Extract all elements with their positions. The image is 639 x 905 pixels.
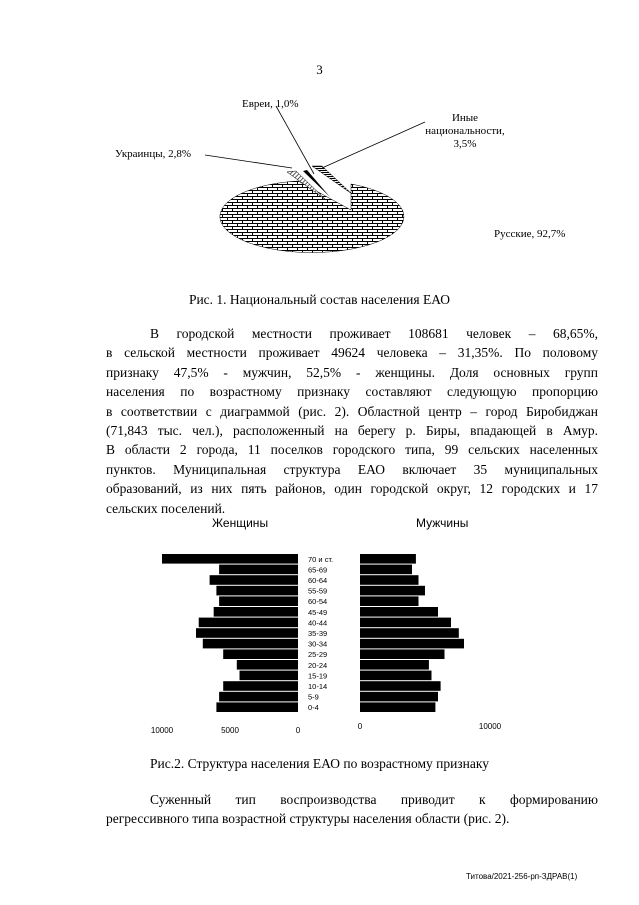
paragraph-1-line: пунктов. Муниципальная структура ЕАО включает 35 муниципальных [106, 461, 598, 477]
paragraph-1-line: населения по возрастному признаку составляют следующую пропорцию [106, 384, 598, 400]
age-group-label: 55-59 [308, 586, 328, 596]
men-bar [360, 671, 432, 681]
men-bar [360, 660, 429, 670]
women-bar [240, 671, 298, 681]
age-group-label: 35-39 [308, 629, 328, 638]
women-axis-tick-label: 5000 [221, 726, 239, 735]
age-group-label: 10-14 [308, 682, 328, 691]
women-bar [162, 554, 298, 564]
age-group-label: 70 и ст. [308, 554, 334, 564]
men-bar [360, 618, 451, 628]
figure2-caption: Рис.2. Структура населения ЕАО по возрастному признаку [150, 756, 489, 771]
paragraph-1-line: (71,843 тыс. чел.), расположенный на берегу р. Биры, впадающей в Амур. [106, 423, 598, 439]
men-bar [360, 692, 438, 702]
women-title: Женщины [212, 516, 269, 530]
label-russians: Русские, 92,7% [494, 228, 566, 240]
age-group-label: 60-54 [308, 597, 328, 607]
women-bar [223, 649, 298, 659]
age-group-label: 25-29 [308, 650, 328, 660]
men-bar [360, 639, 464, 649]
paragraph-1 [106, 324, 598, 518]
men-bar [360, 554, 416, 564]
men-bar [360, 649, 445, 659]
women-bar [216, 586, 298, 596]
paragraph-1-line: В области 2 города, 11 поселков городского типа, 99 сельских населенных [106, 442, 598, 458]
national-composition-pie-chart [100, 88, 620, 288]
men-bar [360, 702, 435, 712]
women-bar [219, 596, 298, 606]
label-other-nationalities [400, 112, 530, 151]
men-bar [360, 586, 425, 596]
women-bar [210, 575, 298, 585]
men-axis-tick-label: 10000 [478, 722, 502, 731]
label-other-line2: национальности, [425, 125, 505, 137]
age-group-label: 15-19 [308, 671, 328, 681]
women-bar [214, 607, 298, 617]
men-bar [360, 575, 419, 585]
label-ukrainians: Украинцы, 2,8% [115, 148, 192, 160]
men-bar [360, 607, 438, 617]
leader-line-jews [276, 106, 314, 174]
age-group-label: 65-69 [308, 565, 328, 575]
age-group-label: 5-9 [308, 692, 319, 702]
women-bar [203, 639, 298, 649]
paragraph-1-line: признаку 47,5% - мужчин, 52,5% - женщины. Доля основных групп [106, 364, 598, 380]
figure1-caption: Рис. 1. Национальный состав населения ЕАО [188, 292, 451, 307]
paragraph-2 [106, 790, 598, 829]
paragraph-1-line: В городской местности проживает 108681 человек – 68,65%, [150, 326, 598, 341]
age-group-label: 45-49 [308, 607, 328, 617]
women-bar [237, 660, 298, 670]
men-bar [360, 596, 419, 606]
age-group-label: 30-34 [308, 639, 328, 649]
age-group-label: 40-44 [308, 618, 328, 628]
paragraph-1-line: в сельской местности проживает 49624 человека – 31,35%. По половому [106, 345, 598, 361]
men-bar [360, 628, 459, 638]
men-bar [360, 681, 441, 691]
age-group-label: 20-24 [308, 660, 328, 670]
label-jews: Евреи, 1,0% [242, 98, 299, 110]
women-bar [199, 618, 298, 628]
leader-line-ukrainians [205, 155, 292, 168]
women-bar [219, 692, 298, 702]
paragraph-1-line: в соответствии с диаграммой (рис. 2). Областной центр – город Биробиджан [106, 403, 598, 419]
population-pyramid-chart [140, 545, 520, 745]
age-group-label: 60-64 [308, 576, 328, 585]
paragraph-1-line: сельских поселений. [106, 500, 226, 516]
women-bar [196, 628, 298, 638]
men-axis-tick-label: 0 [357, 722, 363, 731]
women-axis-tick-label: 10000 [150, 726, 174, 735]
paragraph-2-line: Суженный тип воспроизводства приводит к формированию [150, 792, 598, 807]
label-other-line1: Иные [451, 112, 479, 124]
men-bar [360, 565, 412, 575]
men-title: Мужчины [416, 516, 469, 530]
women-axis-tick-label: 0 [295, 726, 301, 735]
women-bar [216, 702, 298, 712]
label-other-line3: 3,5% [453, 138, 477, 150]
women-bar [223, 681, 298, 691]
document-footer: Титова/2021-256-рп-ЗДРАВ(1) [466, 872, 578, 881]
age-group-label: 0-4 [308, 703, 319, 713]
women-bar [219, 565, 298, 575]
paragraph-1-line: образований, из них пять районов, один городской округ, 12 городских и 17 [106, 481, 598, 497]
pie-slice-other [312, 166, 352, 194]
page-number: 3 [316, 62, 323, 77]
pie-slice-russians [220, 181, 404, 253]
paragraph-2-line: регрессивного типа возрастной структуры населения области (рис. 2). [106, 811, 510, 827]
